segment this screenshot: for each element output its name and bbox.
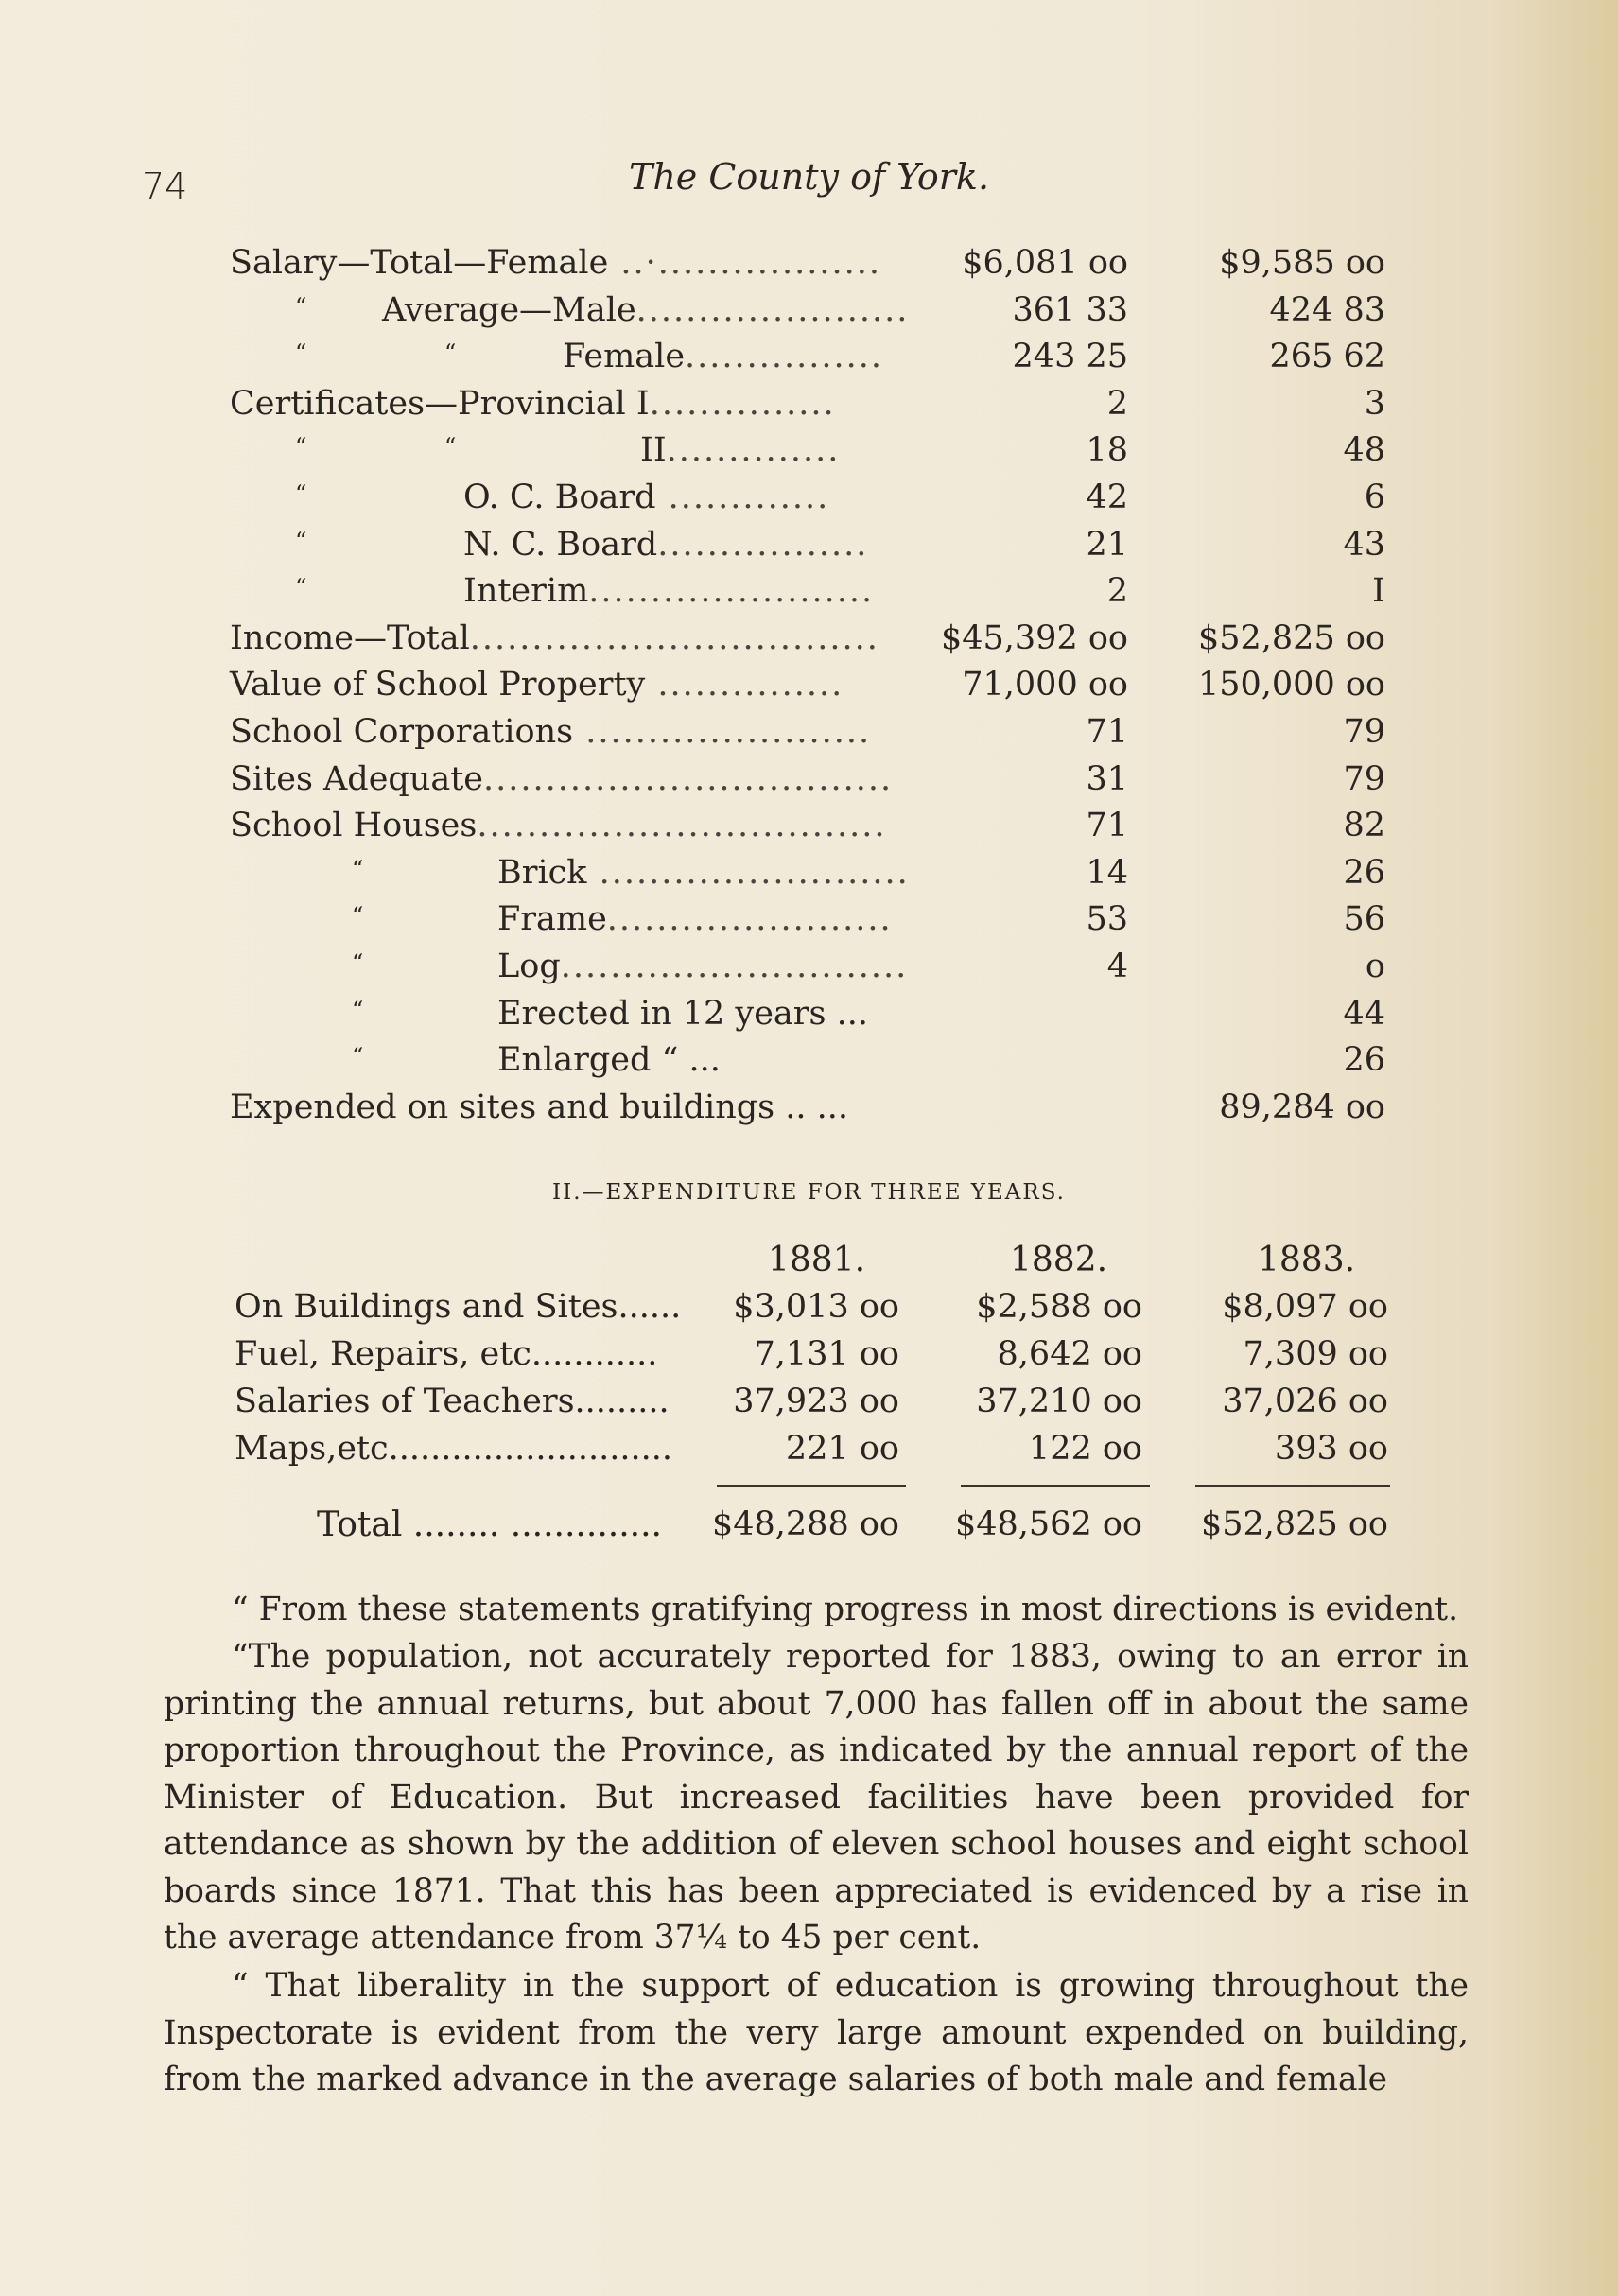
stats-label [640, 431, 879, 469]
paragraph: “ That liberality in the support of education is growing throughout the Inspectorate is evident from the very large amount expended on building, from the marked advance in the average salaries of both male and female [164, 1967, 1469, 2098]
stats-label-text: Salary—Total—Female [230, 244, 609, 282]
expenditure-label: On Buildings and Sites...... [235, 1288, 682, 1326]
stats-row [0, 385, 1618, 430]
stats-row [0, 572, 1618, 617]
value-1871: 2 [1106, 572, 1128, 611]
year-1883: 1883. [1258, 1241, 1356, 1279]
value-1871: 42 [1086, 478, 1128, 516]
stats-label-text: II [640, 431, 667, 470]
dot-leader: .............. [666, 431, 841, 470]
total-1882: $48,562 oo [954, 1505, 1142, 1543]
stats-label [463, 478, 879, 516]
year-header [0, 1241, 1618, 1288]
ditto-mark: “ [352, 1043, 364, 1070]
value-1871: 71 [1086, 807, 1128, 845]
total-rule [1195, 1485, 1390, 1487]
value-1871: 21 [1086, 525, 1128, 564]
stats-label-text: Value of School Property [230, 666, 646, 704]
dot-leader: ............................ [560, 948, 909, 985]
stats-label-text: Brick [497, 853, 587, 892]
stats-label-text: Female [563, 338, 686, 376]
total-rule [717, 1485, 906, 1487]
dot-leader: ................. [657, 525, 869, 564]
value-1871: $6,081 oo [962, 244, 1128, 282]
stats-row [0, 1041, 1618, 1087]
stats-row [0, 713, 1618, 758]
value-1883: 150,000 oo [1197, 666, 1385, 704]
value-1881: 7,131 oo [754, 1335, 899, 1373]
stats-label-text: School Houses [230, 807, 478, 845]
value-1882: 122 oo [1028, 1430, 1142, 1468]
expenditure-row [0, 1335, 1618, 1383]
stats-label-text: Average—Male [382, 290, 636, 329]
value-1871: 31 [1086, 759, 1128, 798]
ditto-mark: “ [444, 433, 457, 461]
stats-label [497, 1041, 879, 1079]
value-1883: 6 [1364, 478, 1385, 516]
stats-row [0, 478, 1618, 524]
stats-row [0, 431, 1618, 477]
value-1883: 48 [1343, 431, 1385, 470]
dot-leader: ....................... [588, 572, 875, 611]
expenditure-heading: II.—EXPENDITURE FOR THREE YEARS. [552, 1180, 1066, 1205]
stats-row [0, 338, 1618, 383]
value-1883: 89,284 oo [1219, 1087, 1385, 1126]
ditto-mark: “ [295, 292, 307, 320]
value-1881: 221 oo [785, 1430, 899, 1468]
value-1883: 79 [1343, 713, 1385, 751]
expenditure-row [0, 1288, 1618, 1335]
ditto-mark: “ [295, 480, 307, 507]
expenditure-row [0, 1430, 1618, 1477]
value-1871: 53 [1086, 900, 1128, 939]
value-1883: 79 [1343, 759, 1385, 798]
running-title: The County of York. [628, 156, 990, 198]
year-1881: 1881. [768, 1241, 866, 1279]
dot-leader: ................................. [477, 807, 887, 845]
stats-row [0, 1088, 1618, 1134]
value-1883: $8,097 oo [1222, 1288, 1388, 1326]
expenditure-label: Salaries of Teachers......... [235, 1383, 670, 1420]
value-1883: 56 [1343, 900, 1385, 939]
stats-label-text: Income—Total [230, 618, 470, 657]
value-1883: 37,026 oo [1222, 1383, 1388, 1420]
value-1883: 26 [1343, 1041, 1385, 1080]
value-1883: 44 [1343, 994, 1385, 1033]
dot-leader: ......................... [586, 853, 910, 892]
value-1883: 424 83 [1269, 290, 1385, 329]
value-1882: 37,210 oo [976, 1383, 1142, 1420]
value-1883: 265 62 [1269, 338, 1385, 376]
year-1882: 1882. [1010, 1241, 1108, 1279]
dot-leader: ..·.................. [608, 244, 882, 282]
value-1871: 71,000 oo [962, 666, 1128, 704]
stats-label-text: Certificates—Provincial I [230, 384, 650, 423]
total-1881: $48,288 oo [711, 1505, 899, 1543]
ditto-mark: “ [295, 527, 307, 554]
dot-leader: ...................... [635, 290, 910, 329]
expenditure-label: Fuel, Repairs, etc............ [235, 1335, 658, 1373]
value-1883: o [1365, 948, 1385, 985]
expenditure-label: Maps,etc........................... [235, 1430, 672, 1468]
stats-row [0, 526, 1618, 571]
value-1883: 43 [1343, 525, 1385, 564]
value-1883: 7,309 oo [1243, 1335, 1388, 1373]
total-rule [961, 1485, 1150, 1487]
dot-leader: ....................... [606, 900, 893, 939]
value-1882: 8,642 oo [997, 1335, 1142, 1373]
value-1881: $3,013 oo [733, 1288, 899, 1326]
ditto-mark: “ [295, 339, 307, 367]
value-1883: $52,825 oo [1197, 618, 1385, 657]
value-1883: I [1372, 572, 1385, 611]
value-1871: 18 [1086, 431, 1128, 470]
stats-row [0, 619, 1618, 665]
value-1883: $9,585 oo [1219, 244, 1385, 282]
stats-label [463, 572, 879, 610]
stats-label [230, 244, 882, 282]
stats-label-text: Log [497, 948, 561, 985]
stats-label [382, 290, 910, 329]
stats-label [497, 948, 909, 985]
stats-row [0, 948, 1618, 993]
value-1871: 71 [1086, 713, 1128, 751]
stats-row [0, 900, 1618, 946]
total-1883: $52,825 oo [1200, 1505, 1388, 1543]
ditto-mark: “ [295, 574, 307, 601]
stats-label [497, 853, 910, 892]
total-label: Total ........ .............. [317, 1505, 662, 1544]
dot-leader: ................................. [483, 759, 894, 798]
stats-label [230, 619, 879, 657]
value-1883: 82 [1343, 807, 1385, 845]
stats-label [563, 338, 884, 376]
value-1871: 14 [1086, 853, 1128, 892]
value-1882: $2,588 oo [976, 1288, 1142, 1326]
stats-row [0, 244, 1618, 289]
ditto-mark: “ [352, 949, 364, 976]
stats-label-text: Interim [463, 572, 589, 611]
value-1883: 26 [1343, 853, 1385, 892]
stats-label-text: Enlarged “ ... [497, 1041, 721, 1080]
ditto-mark: “ [295, 433, 307, 461]
dot-leader: ............... [649, 384, 836, 423]
value-1881: 37,923 oo [733, 1383, 899, 1420]
stats-label [230, 1088, 879, 1126]
stats-row [0, 807, 1618, 852]
stats-label-text: Sites Adequate [230, 759, 484, 798]
stats-label-text: Expended on sites and buildings .. ... [230, 1087, 849, 1126]
value-1871: 4 [1106, 948, 1128, 985]
stats-label [497, 900, 893, 939]
stats-row [0, 854, 1618, 899]
value-1883: 393 oo [1274, 1430, 1388, 1468]
stats-label [230, 807, 887, 845]
stats-label [230, 385, 879, 423]
paragraph: “The population, not accurately reported for 1883, owing to an error in printing the annual returns, but about 7,000 has fallen off in about the same proportion throughout the Province, as indicated by the annual report of the Minister of Education. But increased facilities have been provided for attendance as shown by the addition of eleven school houses and eight school boards since 1871. That this has been appreciated is evidenced by a rise in the average attendance from 37¼ to 45 per cent. [164, 1638, 1469, 1957]
page-number: 74 [142, 165, 188, 207]
stats-label [230, 666, 879, 704]
stats-row [0, 995, 1618, 1040]
stats-label [497, 995, 879, 1033]
value-1871: 243 25 [1012, 338, 1128, 376]
stats-label-text: Erected in 12 years ... [497, 994, 868, 1033]
stats-label-text: O. C. Board [463, 478, 656, 516]
value-1871: 2 [1106, 384, 1128, 423]
stats-row [0, 666, 1618, 711]
dot-leader: ................ [685, 338, 884, 376]
ditto-mark: “ [352, 902, 364, 930]
stats-label-text: Frame [497, 900, 607, 939]
ditto-mark: “ [444, 339, 457, 367]
value-1871: 361 33 [1012, 290, 1128, 329]
stats-row [0, 760, 1618, 806]
dot-leader: ............... [645, 666, 844, 704]
stats-row [0, 291, 1618, 337]
stats-label [230, 713, 879, 751]
stats-label [230, 759, 894, 798]
stats-label-text: School Corporations [230, 713, 574, 751]
ditto-mark: “ [352, 855, 364, 882]
dot-leader: ....................... [573, 713, 872, 751]
dot-leader: ................................. [469, 618, 879, 657]
stats-label-text: N. C. Board [463, 525, 658, 564]
stats-label [463, 526, 879, 564]
dot-leader: ............. [655, 478, 830, 516]
expenditure-row [0, 1383, 1618, 1430]
paragraph: “ From these statements gratifying progress in most directions is evident. [232, 1591, 1459, 1628]
value-1871: $45,392 oo [940, 618, 1128, 657]
ditto-mark: “ [352, 996, 364, 1023]
total-row [0, 1505, 1618, 1553]
value-1883: 3 [1364, 384, 1385, 423]
